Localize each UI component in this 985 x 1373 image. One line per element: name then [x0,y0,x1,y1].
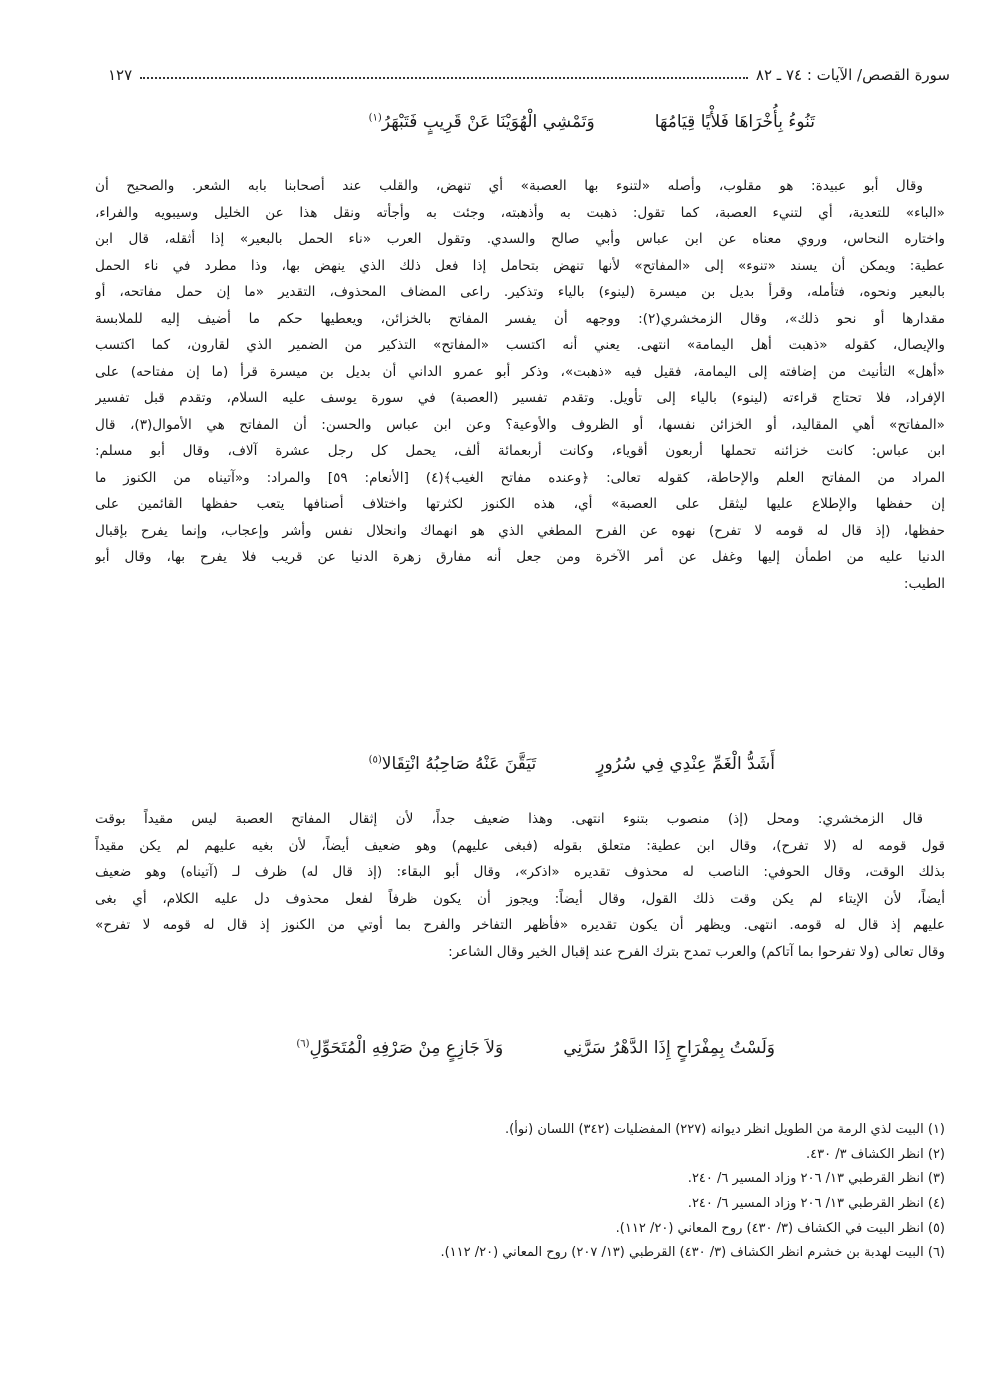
verse-2 [369,754,775,774]
text-line: «أهل» التأنيث من إضافته إلى اليمامة، فقيل فيه «ذهبت»، وذكر أبو عمرو الداني أن بديل بن ميسرة قرأ (ما إن مفتاحه) على [95,363,945,380]
text-line: ابن عباس: كانت خزائنه تحملها أربعون أقوياء، وكانت أربعمائة ألف، يحمل كل رجل عشرة آلاف، وقال أبو مسلم: [95,443,945,459]
text-line: بذلك الوقت، وقال الحوفي: الناصب له محذوف تقديره «اذكر»، وقال أبو البقاء: (إذ قال له) ظرف لـ (آتيناه) وهو ضعيف [95,864,945,880]
text-line: واختاره النحاس، وروي معناه عن ابن عباس وأبي صالح والسدي. وتقول العرب «ناء الحمل بالبعير» إذا أثقله، قال ابن [95,231,945,247]
verse-2-first-hemistich: أَشَدُّ الْغَمِّ عِنْدِي فِي سُرُورٍ [596,754,775,774]
footnote: (٢) انظر الكشاف ٣/ ٤٣٠. [806,1146,945,1162]
verse-3-second-hemistich: وَلاَ جَازِعٍ مِنْ صَرْفِهِ الْمُتَحَوِّلِ [309,1038,504,1058]
text-line: حفظها، (إذ قال له قومه لا تفرح) نهوه عن الفرح المطغي الذي هو انهماك وانحلال نفس وأشر وإعجاب، وإنما يفرح بإقبال [95,522,945,539]
verse-2-second-hemistich: تَيَقَّنَ عَنْهُ صَاحِبُهُ انْتِقَالا [381,754,537,774]
text-line: الإفراد، فلا تحتاج قراءته (لينوء) بالياء إلى تأويل. وتقدم تفسير (العصبة) في سورة يوسف عليه السلام، وتقدم قبل تفسير [95,390,945,406]
page-number: ١٢٧ [108,66,133,84]
verse-3 [296,1038,775,1058]
text-line: وقال أبو عبيدة: هو مقلوب، وأصله «لتنوء بها العصبة» أي تنهض، والقلب عند أصحابنا بابه الشعر. والصحيح أن [95,178,923,194]
verse-3-first-hemistich: وَلَسْتُ بِمِفْرَاحٍ إِذَا الدَّهْرُ سَرَّنِي [563,1038,775,1058]
header-title: سورة القصص/ الآيات : ٧٤ ـ ٨٢ [755,66,950,84]
footnote: (٦) البيت لهدبة بن خشرم انظر الكشاف (٣/ ٤٣٠) القرطبي (١٣/ ٢٠٧) روح المعاني (٢٠/ ١١٢). [440,1245,945,1261]
text-line: أيضاً، لأن الإيتاء لم يكن وقت ذلك القول، وقال أيضاً: ويجوز أن يكون ظرفاً لفعل محذوف دل عليه الكلام، أي بغى [95,890,945,907]
verse-1-first-hemistich: تَنُوءُ بِأُخْرَاهَا فَلأْيًا قِيَامُهَا [654,112,815,132]
footnote: (٣) انظر القرطبي ١٣/ ٢٠٦ وزاد المسير ٦/ ٢٤٠. [687,1171,945,1187]
footnote: (٤) انظر القرطبي ١٣/ ٢٠٦ وزاد المسير ٦/ ٢٤٠. [687,1196,945,1212]
running-header [108,60,950,84]
footnote: (٥) انظر البيت في الكشاف (٣/ ٤٣٠) روح المعاني (٢٠/ ١١٢). [615,1220,945,1236]
text-line: قول قومه له (لا تفرح)، وقال ابن عطية: متعلق بقوله (فبغى عليهم) وهو ضعيف أيضاً، لأن بغيه عليهم لم يكن مقيداً [95,837,945,854]
footnote-ref: (١) [368,112,382,124]
footnote-ref: (٥) [368,754,382,766]
footnote-ref: (٦) [296,1038,310,1050]
footnote: (١) البيت لذي الرمة من الطويل انظر ديوانه (٢٢٧) المفضليات (٣٤٢) اللسان (نوأ). [505,1122,945,1137]
text-line: «المفاتح» أهي المقاليد، أو الخزائن نفسها، أو الظروف والأوعية؟ وعن ابن عباس والحسن: أن المفاتح هي الأموال(٣)، قال [95,416,945,433]
text-line: إن حفظها والإطلاع عليها ليثقل على العصبة» أي، هذه الكنوز لكثرتها واختلاف أصنافها يتعب حفظها القائمين على [95,496,945,512]
text-line: الطيب: [903,575,945,592]
text-line: المراد من المفاتح العلم والإحاطة، كقوله تعالى: ﴿وعنده مفاتح الغيب﴾(٤) [الأنعام: ٥٩] والمراد: و«آتيناه من الكنوز ما [95,469,945,486]
header-leader-dots [140,77,748,79]
text-line: الدنيا عليه من اطمأن إليها وغفل عن أمر الآخرة ومن جعل أنه مفارق زهرة الدنيا عن قريب فلا يفرح بها، وقال أبو [95,549,945,565]
paragraph-1 [95,173,945,597]
text-line: عطية: ويمكن أن يسند «تنوء» إلى «المفاتح» لأنها تنهض بتحامل إذا فعل ذلك الذي ينهض بها، وذا مطرد في ناء الحمل [95,257,945,274]
text-line: «الباء» للتعدية، أي لتنيء العصبة، كما تقول: ذهبت به وأذهبته، وجئت به وأجأته ونقل هذا عن الخليل وسيبويه والفراء، [95,204,945,221]
text-line: وقال تعالى (ولا تفرحوا بما آتاكم) والعرب تمدح بترك الفرح عند إقبال الخير وقال الشاعر: [448,943,945,960]
paragraph-2 [95,806,945,965]
text-line: مقدارها أو نحو ذلك»، وقال الزمخشري(٢): ووجهه أن يفسر المفاتح بالخزائن، ويعطيها حكم ما أضيف إليه للملابسة [95,310,945,327]
text-line: والإيصال، كقوله «ذهبت أهل اليمامة» انتهى. يعني أنه اكتسب «المفاتح» التذكير من الضمير الذي لقارون، كما اكتسب [95,337,945,353]
text-line: عليهم إذ قال له قومه. انتهى. ويظهر أن يكون تقديره «فأظهر التفاخر والفرح بما أوتي من الكنوز إذ قال له قومه لا تفرح» [95,917,945,933]
footnotes [245,1118,945,1266]
text-line: بالبعير ونحوه، فتأمله، وقرأ بديل بن ميسرة (لينوء) بالياء وتذكير. راعى المضاف المحذوف، التقدير «ما إن حمل مفاتحه، أو [95,284,945,300]
text-line: قال الزمخشري: ومحل (إذ) منصوب بتنوء انتهى. وهذا ضعيف جداً، لأن إثقال المفاتح العصبة ليس مقيداً بوقت [95,811,923,827]
verse-1-second-hemistich: وَتَمْشِي الْهُوَيْنَا عَنْ قَرِيبٍ فَتَبْهَرُ [381,112,595,132]
verse-1 [369,112,815,132]
